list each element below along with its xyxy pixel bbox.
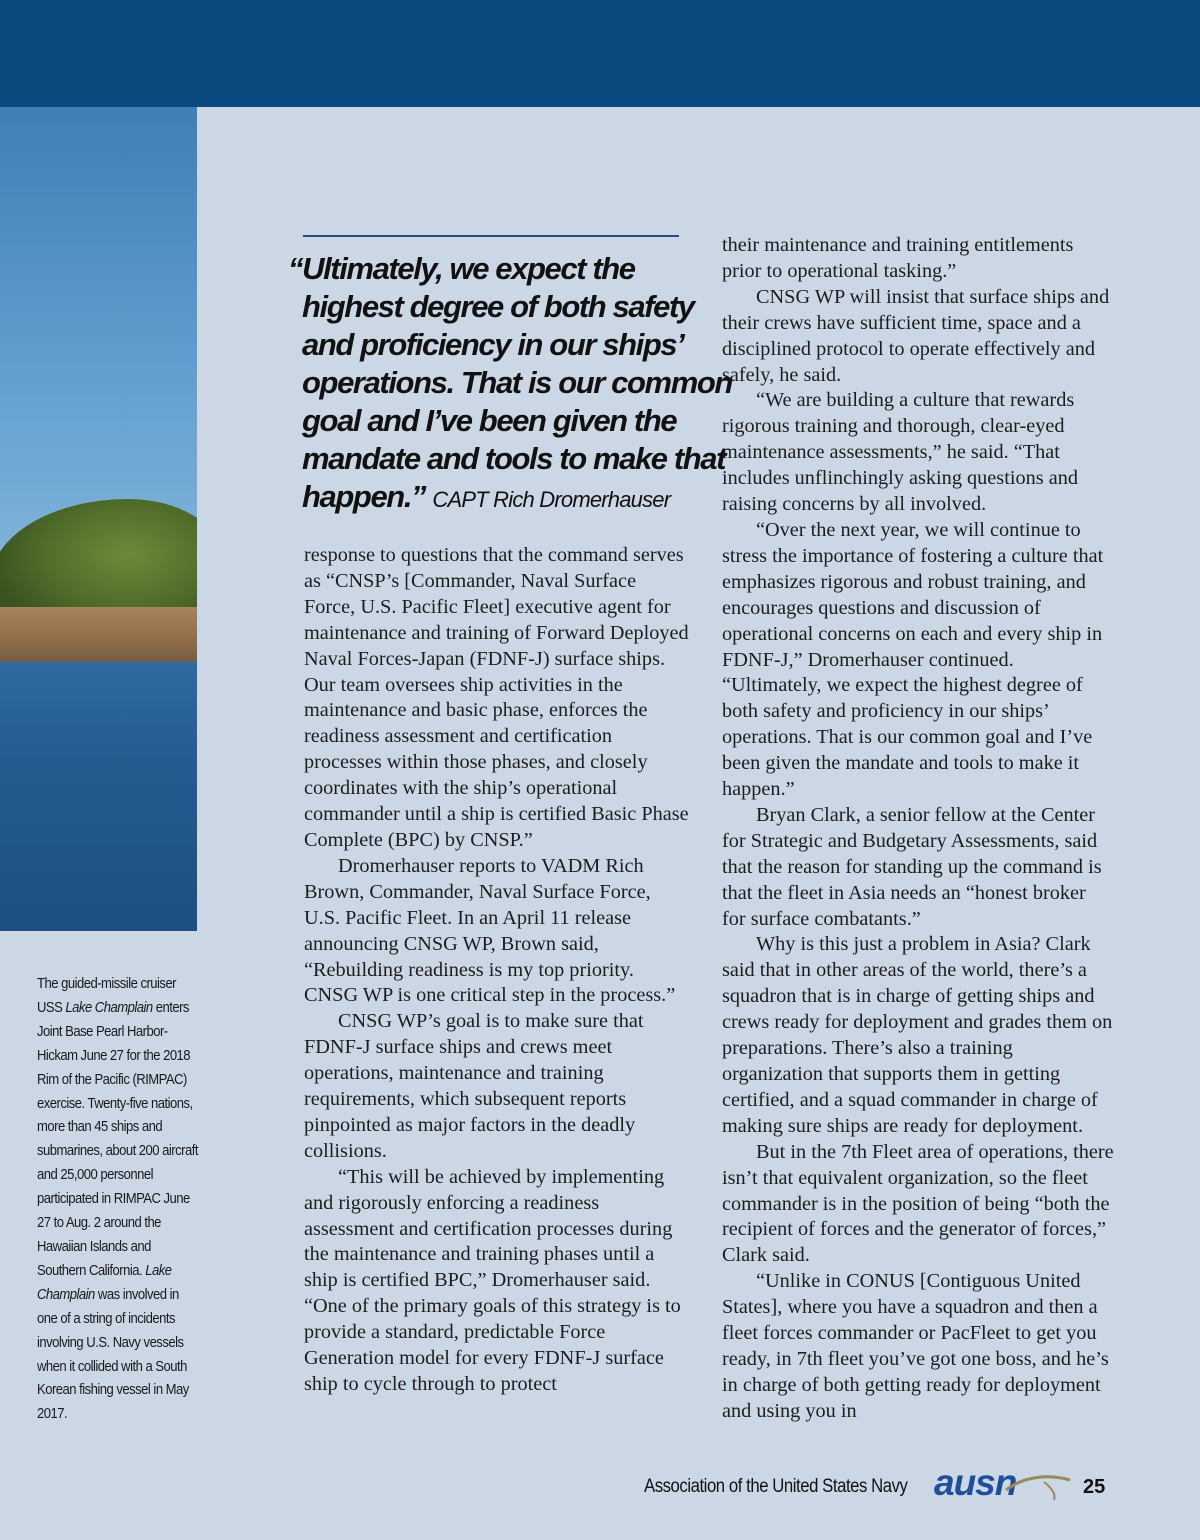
pull-quote-line: happen.” <box>302 479 426 514</box>
paragraph: “We are building a culture that rewards rigorous training and thorough, clear-eyed maintenance assessments,” he said. “That includes unflinchingly asking questions and raising concerns by all involved. <box>722 389 1079 516</box>
page-number: 25 <box>1083 1476 1106 1498</box>
pull-quote-rule <box>303 235 679 237</box>
pull-quote-attribution: CAPT Rich Dromerhauser <box>432 487 671 512</box>
pull-quote <box>288 250 732 519</box>
pull-quote-line: “Ultimately, we expect the <box>288 251 635 286</box>
paragraph: “This will be achieved by implementing and rigorously enforcing a readiness assessment and certification processes during the maintenance and training phases until a ship is certified BPC,” Dromerhauser said. “One of the primary goals of this strategy is to provide a standard, predictable Force Generation model for every FDNF-J surface ship to cycle through to protect <box>304 1165 681 1395</box>
caption-text: was involved in one of a string of incidents involving U.S. Navy vessels when it collided with a South Korean fishing vessel in May 2017. <box>37 1285 189 1423</box>
photo-shoreline <box>0 607 197 667</box>
pull-quote-line: highest degree of both safety <box>302 289 694 324</box>
paragraph: their maintenance and training entitlements prior to operational tasking.” <box>722 234 1074 282</box>
pull-quote-line: and proficiency in our ships’ <box>302 327 684 362</box>
footer-organization: Association of the United States Navy <box>644 1476 908 1497</box>
caption-text: The guided-missile cruiser USS <box>37 975 177 1016</box>
caption-ship-name: Lake Champlain <box>37 1261 172 1303</box>
pull-quote-line: operations. That is our common <box>302 365 732 400</box>
logo-swoosh-icon <box>1004 1468 1074 1502</box>
paragraph: “Over the next year, we will continue to stress the importance of fostering a culture that emphasizes rigorous and robust training, and encourages questions and discussion of operational concerns on each and every ship in FDNF-J,” Dromerhauser continued. “Ultimately, we expect the highest degree of both safety and proficiency in our ships’ operations. That is our common goal and I’ve been given the mandate and tools to make it happen.” <box>722 518 1104 801</box>
paragraph: But in the 7th Fleet area of operations, there isn’t that equivalent organization, so the fleet commander is in the position of being “both the recipient of forces and the generator of forces,” Clark said. <box>722 1140 1114 1267</box>
paragraph: Dromerhauser reports to VADM Rich Brown, Commander, Naval Surface Force, U.S. Pacific Fleet. In an April 11 release announcing CNSG WP, Brown said, “Rebuilding readiness is my top priority. CNSG WP is one critical step in the process.” <box>304 854 676 1007</box>
paragraph: Why is this just a problem in Asia? Clark said that in other areas of the world, there’s a squadron that is in charge of getting ships and crews ready for deployment and grades them on preparations. There’s also a training organization that supports them in getting certified, and a squad commander in charge of making sure ships are ready for deployment. <box>722 933 1113 1137</box>
page-footer <box>0 1462 1200 1510</box>
photo-sea <box>0 662 197 931</box>
article-column-2 <box>722 233 1114 1425</box>
top-color-band <box>0 0 1200 107</box>
pull-quote-line: goal and I’ve been given the <box>302 403 677 438</box>
caption-ship-name: Lake Champlain <box>65 998 153 1016</box>
paragraph: CNSG WP will insist that surface ships and their crews have sufficient time, space and a disciplined protocol to operate effectively and safely, he said. <box>722 285 1110 386</box>
paragraph: response to questions that the command serves as “CNSP’s [Commander, Naval Surface Force, U.S. Pacific Fleet] executive agent for maintenance and training of Forward Deployed Naval Forces-Japan (FDNF-J) surface ships. Our team oversees ship activities in the maintenance and basic phase, enforces the readiness assessment and certification processes within those phases, and closely coordinates with the ship’s operational commander until a ship is certified Basic Phase Complete (BPC) by CNSP.” <box>304 544 689 851</box>
paragraph: “Unlike in CONUS [Contiguous United States], where you have a squadron and then a fleet forces commander or PacFleet to get you ready, in 7th fleet you’ve got one boss, and he’s in charge of both getting ready for deployment and using you in <box>722 1270 1109 1422</box>
logo-wordmark: ausn <box>934 1462 1017 1503</box>
photo-caption <box>37 972 200 1426</box>
pull-quote-last-line <box>288 478 708 519</box>
paragraph: Bryan Clark, a senior fellow at the Center for Strategic and Budgetary Assessments, said that the reason for standing up the command is that the fleet in Asia needs an “honest broker for surface combatants.” <box>722 803 1102 930</box>
paragraph: CNSG WP’s goal is to make sure that FDNF-J surface ships and crews meet operations, maintenance and training requirements, which subsequent reports pinpointed as major factors in the deadly collisions. <box>304 1010 644 1162</box>
article-column-1 <box>304 543 689 1398</box>
ship-harbor-photo <box>0 107 197 931</box>
pull-quote-line: mandate and tools to make that <box>302 441 726 476</box>
ausn-logo <box>934 1462 1074 1506</box>
caption-text: enters Joint Base Pearl Harbor-Hickam June 27 for the 2018 Rim of the Pacific (RIMPAC) exercise. Twenty-five nations, more than 45 ships and submarines, about 200 aircraft and 25,000 personnel participated in RIMPAC June 27 to Aug. 2 around the Hawaiian Islands and Southern California. <box>37 998 198 1279</box>
